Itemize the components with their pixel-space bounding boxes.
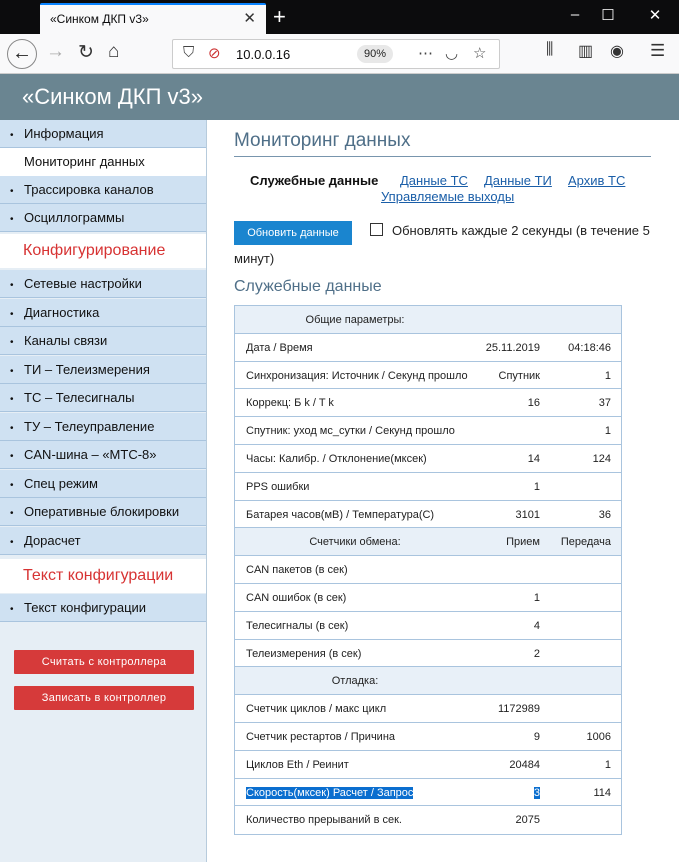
table-cell-label: Телеизмерения (в сек) [246,647,362,660]
table-cell-value: 1006 [586,730,611,743]
tab-ti-data[interactable]: Данные ТИ [484,173,552,188]
table-cell-value: 4 [533,619,540,632]
table-cell-value: 20484 [509,758,540,771]
sidebar-toggle-icon[interactable]: ▥ [578,43,594,60]
read-from-controller-button[interactable]: Считать с контроллера [14,650,194,674]
refresh-data-button[interactable]: Обновить данные [234,221,352,245]
table-section-header [235,306,621,334]
sidebar-item-monitoring[interactable] [0,148,206,176]
pocket-icon[interactable]: ◡ [445,45,459,62]
sidebar [0,120,207,862]
table-row [235,695,621,723]
home-icon[interactable]: ⌂ [108,41,120,62]
tab-ts-data[interactable]: Данные ТС [400,173,468,188]
table-cell-value: 1172989 [497,703,540,716]
auto-update-label-cont: минут) [234,251,275,266]
sidebar-item-label: Оперативные блокировки [24,504,180,519]
sidebar-item-label: Диагностика [24,305,100,320]
sidebar-item-ts[interactable] [0,384,206,412]
sidebar-item-label: Спец режим [24,476,98,491]
sidebar-item-label: ТУ – Телеуправление [24,419,155,434]
table-cell-value: 25.11.2019 [485,341,540,354]
bullet-icon: • [10,423,14,434]
menu-icon[interactable]: ☰ [650,41,666,60]
table-cell-value: 2075 [515,814,540,827]
site-header [0,74,679,120]
table-row [235,556,621,584]
table-cell-label: CAN пакетов (в сек) [246,564,348,577]
bullet-icon: • [10,366,14,377]
bullet-icon: • [10,186,14,197]
table-row [235,473,621,501]
table-cell-label: Скорость(мксек) Расчет / Запрос [246,786,414,799]
bullet-icon: • [10,280,14,291]
table-row [235,612,621,640]
bullet-icon: • [10,214,14,225]
close-tab-icon[interactable]: ✕ [243,10,256,27]
section-title: Служебные данные [234,278,382,295]
table-cell-label: Синхронизация: Источник / Секунд прошло [246,369,468,382]
bullet-icon: • [10,337,14,348]
table-row [235,334,621,362]
table-cell-label: Циклов Eth / Реинит [246,758,349,771]
auto-update-checkbox[interactable] [370,223,383,236]
sidebar-item-label: Трассировка каналов [24,182,154,197]
reload-icon[interactable]: ↻ [78,42,94,63]
bullet-icon: • [10,394,14,405]
new-tab-icon[interactable]: + [273,4,286,29]
table-cell-value: 9 [533,730,540,743]
table-cell-value: 16 [527,397,540,410]
table-cell-label: Батарея часов(мВ) / Температура(С) [246,508,435,521]
table-cell-value: 2 [533,647,540,660]
write-to-controller-button[interactable]: Записать в контроллер [14,686,194,710]
table-cell-value: 1 [533,591,540,604]
table-cell-label: Дата / Время [246,341,313,354]
sidebar-item-diagnostics[interactable] [0,299,206,327]
table-cell-label: Количество прерываний в сек. [246,814,402,827]
zoom-badge[interactable]: 90% [357,45,393,63]
table-cell-label: Часы: Калибр. / Отклонение(мксек) [246,452,427,465]
table-cell-value: 36 [598,508,611,521]
table-row [235,779,621,807]
bullet-icon: • [10,480,14,491]
table-cell-label: Счетчики обмена: [309,536,401,549]
table-row [235,584,621,612]
table-cell-value: 37 [598,397,611,410]
table-cell-value: Передача [560,536,611,549]
close-window-icon[interactable]: ✕ [648,7,662,24]
forward-icon[interactable]: → [46,41,65,62]
tab-controlled-outputs[interactable]: Управляемые выходы [381,189,515,204]
minimize-icon[interactable]: – [570,6,580,23]
sidebar-item-oscillograms[interactable] [0,204,206,232]
service-data-table [234,305,622,835]
table-row [235,640,621,668]
table-row [235,417,621,445]
table-row [235,445,621,473]
sidebar-item-label: Мониторинг данных [24,154,145,169]
table-cell-value: 1 [533,480,540,493]
bookmark-star-icon[interactable]: ☆ [473,45,487,62]
sidebar-item-ti[interactable] [0,356,206,384]
table-cell-value: 3101 [515,508,540,521]
table-row [235,723,621,751]
table-row [235,501,621,529]
maximize-icon[interactable]: ☐ [601,7,615,24]
sidebar-item-info[interactable] [0,120,206,148]
sidebar-item-label: Сетевые настройки [24,276,142,291]
table-cell-value: 3 [533,786,540,799]
tab-service-data: Служебные данные [250,173,379,188]
sidebar-item-label: Дорасчет [24,533,81,548]
tab-ts-archive[interactable]: Архив ТС [568,173,626,188]
auto-update-label: Обновлять каждые 2 секунды (в течение 5 [392,223,650,238]
sidebar-item-label: Текст конфигурации [24,600,147,615]
table-cell-value: 1 [604,758,611,771]
sidebar-item-interlocks[interactable] [0,498,206,526]
table-section-header [235,667,621,695]
sidebar-item-tu[interactable] [0,413,206,441]
page-title: Мониторинг данных [234,130,411,151]
browser-nav-bar [0,34,679,74]
bullet-icon: • [10,309,14,320]
insecure-lock-icon[interactable]: ⊘ [208,45,221,62]
sidebar-item-network[interactable] [0,270,206,298]
table-row [235,806,621,834]
table-cell-label: Коррекц: Б k / T k [246,397,334,410]
bullet-icon: • [10,130,14,141]
table-cell-value: 114 [593,786,611,799]
sidebar-item-can[interactable] [0,441,206,469]
table-cell-label: PPS ошибки [246,480,310,493]
url-text[interactable]: 10.0.0.16 [236,47,291,62]
sidebar-item-special[interactable] [0,470,206,498]
back-icon[interactable]: ← [7,39,37,69]
url-bar[interactable] [172,39,500,69]
sidebar-item-tracing[interactable] [0,176,206,204]
sidebar-item-label: Осциллограммы [24,210,125,225]
table-section-header [235,528,621,556]
table-cell-label: Общие параметры: [305,314,405,326]
table-row [235,362,621,390]
title-divider [234,156,651,157]
sidebar-item-channels[interactable] [0,327,206,355]
table-cell-label: Спутник: уход мс_сутки / Секунд прошло [246,425,455,438]
sidebar-item-label: Каналы связи [24,333,108,348]
table-cell-value: 124 [592,452,611,465]
account-icon[interactable]: ◉ [610,43,624,60]
sidebar-item-label: Информация [24,126,104,141]
browser-tab-bar [0,0,679,34]
sidebar-item-config-text[interactable] [0,594,206,622]
table-row [235,389,621,417]
more-actions-icon[interactable]: ⋯ [418,45,433,62]
sidebar-item-label: ТС – Телесигналы [24,390,135,405]
sidebar-item-label: CAN-шина – «МТС-8» [24,447,157,462]
table-cell-label: Счетчик циклов / макс цикл [246,703,387,716]
bullet-icon: • [10,537,14,548]
bullet-icon: • [10,604,14,615]
shield-icon[interactable]: ⛉ [183,44,195,61]
sidebar-section-config: Конфигурирование [0,234,206,268]
table-cell-value: Прием [506,536,540,549]
table-cell-value: 1 [604,369,611,382]
table-cell-label: Счетчик рестартов / Причина [246,730,396,743]
browser-tab-title: «Синком ДКП v3» [50,12,149,26]
site-title: «Синком ДКП v3» [22,84,204,109]
table-cell-label: Отладка: [331,675,379,688]
library-icon[interactable]: ⫼ [546,41,554,58]
table-cell-label: Телесигналы (в сек) [246,619,349,632]
table-row [235,751,621,779]
table-cell-value: 04:18:46 [568,341,611,354]
browser-tab[interactable] [40,3,266,34]
table-cell-value: 14 [527,452,540,465]
table-cell-label: CAN ошибок (в сек) [246,591,347,604]
bullet-icon: • [10,451,14,462]
bullet-icon: • [10,508,14,519]
table-cell-value: 1 [604,425,611,438]
sidebar-section-text: Текст конфигурации [0,559,206,593]
sidebar-item-label: ТИ – Телеизмерения [24,362,150,377]
table-cell-value: Спутник [498,369,540,382]
sidebar-item-calculation[interactable] [0,527,206,555]
